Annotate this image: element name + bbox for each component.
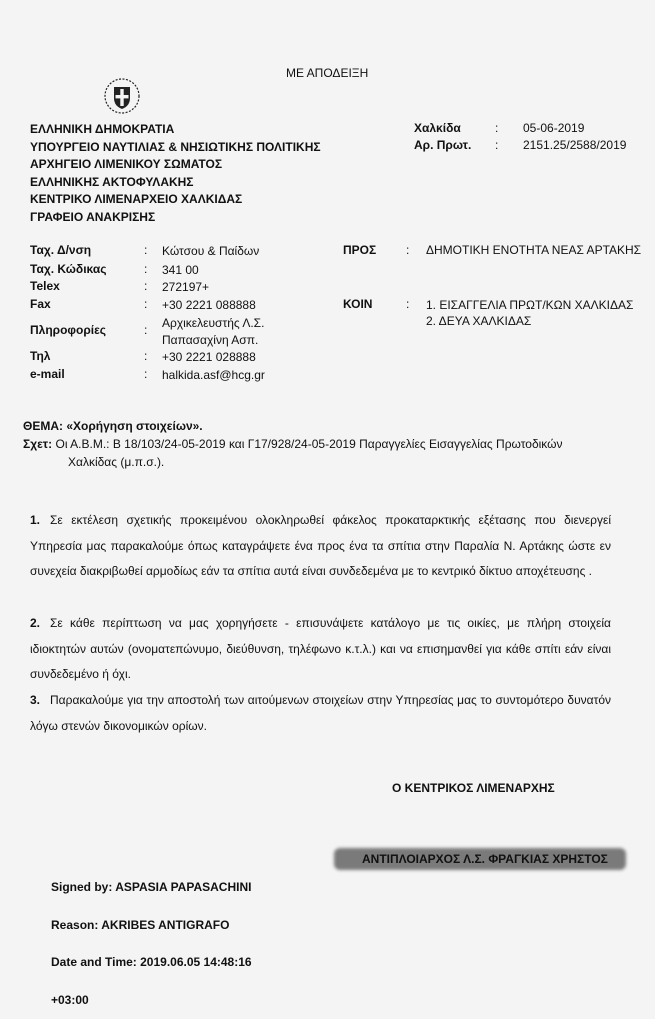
contact-label: Telex [30,279,60,293]
place-label: Χαλκίδα [414,121,461,135]
contact-value: 272197+ [162,280,210,294]
delivery-note: ΜΕ ΑΠΟΔΕΙΞΗ [286,66,369,80]
ministry-line: ΕΛΛΗΝΙΚΗΣ ΑΚΤΟΦΥΛΑΚΗΣ [30,174,194,189]
contact-value: +30 2221 088888 [162,298,256,312]
recipient-label: ΠΡΟΣ [343,243,377,257]
contact-value-line2: Παπασαχίνη Ασπ. [162,333,259,347]
ministry-header [30,121,321,226]
contact-colon: : [144,297,148,311]
contact-colon: : [144,262,148,276]
signatory-name: ΑΝΤΙΠΛΟΙΑΡΧΟΣ Λ.Σ. ΦΡΑΓΚΙΑΣ ΧΡΗΣΤΟΣ [362,852,608,866]
ministry-line: ΥΠΟΥΡΓΕΙΟ ΝΑΥΤΙΛΙΑΣ & ΝΗΣΙΩΤΙΚΗΣ ΠΟΛΙΤΙΚΗΣ [30,139,321,154]
recipient-colon: : [406,243,410,257]
greek-coat-of-arms-icon [104,78,140,114]
digital-signature-line: Date and Time: 2019.06.05 14:48:16 [51,955,252,969]
contact-label: Ταχ. Δ/νση [30,243,92,257]
contact-value: +30 2221 028888 [162,350,256,364]
paragraph-text: Σε εκτέλεση σχετικής προκειμένου ολοκληρωθεί φάκελος προκαταρκτικής εξέτασης που διενεργεί Υπηρεσία μας παρακαλούμε όπως καταγράψετε ένα προς ένα τα σπίτια στην Παραλία Ν. Αρτάκης ώστε εν συνεχεία διακριβωθεί αρμοδίως εάν τα σπίτια αυτά είναι συνδεδεμένα με το κεντρικό δίκτυο αποχέτευσης . [30,513,611,578]
digital-signature [51,856,252,1019]
contact-label: e-mail [30,367,65,381]
paragraph-number: 3. [30,693,41,707]
reference-text: Οι Α.Β.Μ.: Β 18/103/24-05-2019 και Γ17/928/24-05-2019 Παραγγελίες Εισαγγελίας Πρωτοδικών [55,437,563,451]
protocol-label: Αρ. Πρωτ. [414,138,472,152]
paragraph [30,611,611,688]
signatory-title: Ο ΚΕΝΤΡΙΚΟΣ ΛΙΜΕΝΑΡΧΗΣ [392,781,555,795]
contact-label: Πληροφορίες [30,323,107,337]
reference-continuation: Χαλκίδας (μ.π.σ.). [68,455,165,469]
paragraph-number: 2. [30,616,41,630]
paragraph [30,508,611,585]
contact-value: halkida.asf@hcg.gr [162,368,265,382]
subject-label: ΘΕΜΑ: [23,419,63,433]
document-date: 05-06-2019 [523,121,585,135]
contact-colon: : [144,367,148,381]
cc-list [426,297,633,329]
ministry-line: ΑΡΧΗΓΕΙΟ ΛΙΜΕΝΙΚΟΥ ΣΩΜΑΤΟΣ [30,157,223,171]
paragraph-text: Παρακαλούμε για την αποστολή των αιτούμενων στοιχείων στην Υπηρεσίας μας το συντομότερο δυνατόν λόγω στενών δικονομικών ορίων. [30,693,611,733]
ministry-line: ΓΡΑΦΕΙΟ ΑΝΑΚΡΙΣΗΣ [30,209,156,224]
subject-line [23,419,203,433]
contact-colon: : [144,349,148,363]
contact-label: Ταχ. Κώδικας [30,262,107,276]
reference-line [23,437,563,451]
paragraph-text: Σε κάθε περίπτωση να μας χορηγήσετε - επισυνάψετε κατάλογο με τις οικίες, με πλήρη στοιχεία ιδιοκτητών αυτών (ονοματεπώνυμο, διεύθυνση, τηλέφωνο κ.τ.λ.) και να επισημανθεί για κάθε σπίτι εάν είναι συνδεδεμένο ή όχι. [30,616,611,681]
contact-label: Τηλ [30,349,51,363]
contact-label: Fax [30,297,51,311]
contact-value: Κώτσου & Παίδων [162,244,260,258]
contact-value: 341 00 [162,263,199,277]
ministry-line: ΕΛΛΗΝΙΚΗ ΔΗΜΟΚΡΑΤΙΑ [30,122,175,136]
reference-label: Σχετ: [23,437,53,451]
paragraph-number: 1. [30,513,41,527]
ministry-line: ΚΕΝΤΡΙΚΟ ΛΙΜΕΝΑΡΧΕΙΟ ΧΑΛΚΙΔΑΣ [30,192,243,206]
digital-signature-line: +03:00 [51,992,89,1007]
contact-colon: : [144,279,148,293]
cc-colon: : [406,297,410,311]
digital-signature-line: Reason: AKRIBES ANTIGRAFO [51,917,230,932]
subject-text: «Χορήγηση στοιχείων». [66,419,203,433]
cc-label: ΚΟΙΝ [343,297,373,311]
protocol-number: 2151.25/2588/2019 [523,138,627,152]
cc-item: 2. ΔΕΥΑ ΧΑΛΚΙΔΑΣ [426,314,532,328]
recipient-value: ΔΗΜΟΤΙΚΗ ΕΝΟΤΗΤΑ ΝΕΑΣ ΑΡΤΑΚΗΣ [426,243,642,257]
paragraph [30,688,611,739]
cc-item: 1. ΕΙΣΑΓΓΕΛΙΑ ΠΡΩΤ/ΚΩΝ ΧΑΛΚΙΔΑΣ [426,298,634,312]
place-colon: : [495,121,499,135]
contact-colon: : [144,243,148,257]
digital-signature-line: Signed by: ASPASIA PAPASACHINI [51,880,252,894]
contact-value: Αρχικελευστής Λ.Σ. [162,316,265,330]
contact-colon: : [144,323,148,337]
protocol-colon: : [495,138,499,152]
